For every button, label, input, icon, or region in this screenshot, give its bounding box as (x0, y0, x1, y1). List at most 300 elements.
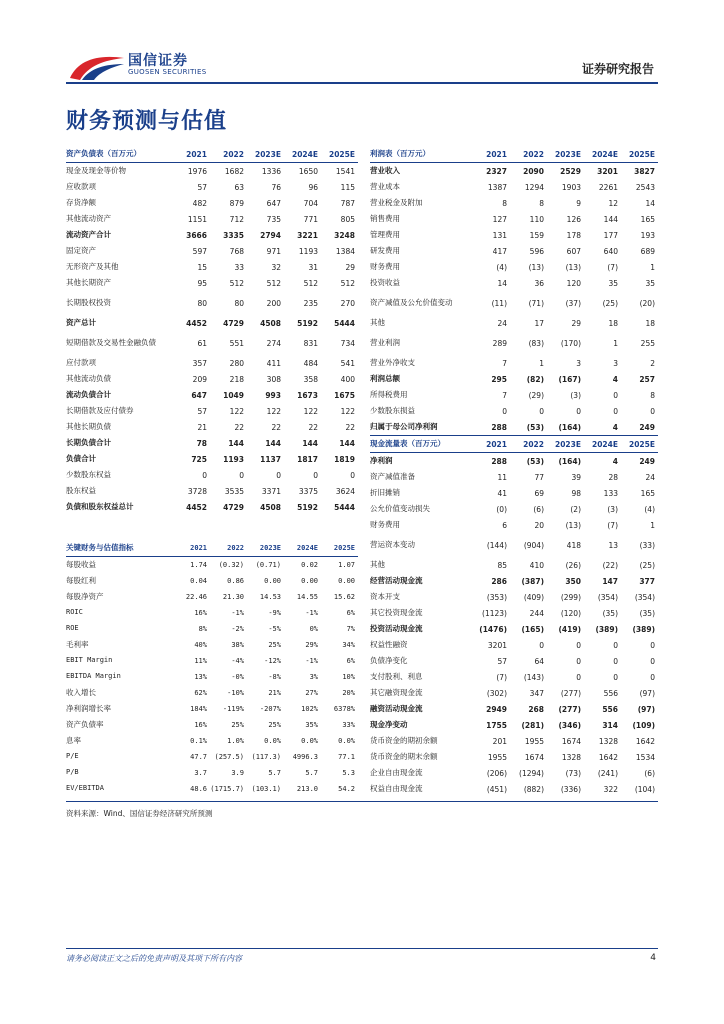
row-value: 6378% (333, 705, 355, 713)
row-value: 347 (529, 688, 544, 698)
row-value: 1 (650, 520, 655, 530)
row-value: 3827 (634, 166, 655, 176)
row-value: 22 (345, 422, 355, 432)
income-statement-table (370, 146, 658, 797)
table-row (370, 717, 658, 733)
row-value: 22 (308, 422, 318, 432)
row-value: 38% (231, 641, 244, 649)
row-value: 1976 (187, 166, 207, 176)
page-number: 4 (650, 953, 656, 963)
year-header: 2023E (259, 544, 281, 552)
year-header: 2022 (227, 544, 244, 552)
table-row (370, 291, 658, 315)
row-value: 11% (194, 657, 207, 665)
income-statement-rows (370, 163, 658, 435)
table-row (370, 259, 658, 275)
row-value: 831 (303, 338, 318, 348)
row-value: (882) (523, 784, 544, 794)
year-header: 2022 (223, 149, 244, 159)
logo-english-name: GUOSEN SECURITIES (128, 68, 207, 76)
year-header: 2022 (523, 439, 544, 449)
row-value: 80 (197, 298, 207, 308)
row-value: 4508 (260, 318, 281, 328)
row-value: (25) (602, 298, 618, 308)
row-value: 11 (497, 472, 507, 482)
row-value: 805 (340, 214, 355, 224)
row-value: 417 (492, 246, 507, 256)
cash-flow-rows (370, 453, 658, 797)
row-value: (1123) (482, 608, 507, 618)
row-value: 295 (491, 374, 507, 384)
row-value: 144 (603, 214, 618, 224)
row-value: 640 (603, 246, 618, 256)
row-label: P/B (66, 768, 79, 777)
row-label: ROIC (66, 608, 83, 617)
row-value: (165) (521, 624, 544, 634)
row-label: 营运资本变动 (370, 540, 415, 550)
row-value: 314 (602, 720, 618, 730)
row-value: (73) (565, 768, 581, 778)
row-value: (7) (496, 672, 507, 682)
row-label: 货币资金的期初余额 (370, 736, 438, 746)
row-label: 资产减值及公允价值变动 (370, 298, 453, 308)
row-label: 其他长期负债 (66, 422, 111, 432)
row-value: 289 (492, 338, 507, 348)
row-value: (277) (558, 704, 581, 714)
row-value: 184% (190, 705, 207, 713)
row-value: (20) (639, 298, 655, 308)
table-row (66, 483, 358, 499)
table-row (66, 243, 358, 259)
row-label: 长期借款及应付债券 (66, 406, 134, 416)
row-value: 3728 (187, 486, 207, 496)
row-value: 0 (576, 640, 581, 650)
row-value: 165 (640, 214, 655, 224)
row-value: 61 (197, 338, 207, 348)
row-value: (387) (521, 576, 544, 586)
year-header: 2021 (486, 439, 507, 449)
row-value: 29% (305, 641, 318, 649)
row-value: (53) (526, 422, 544, 432)
table-row (370, 701, 658, 717)
row-label: 资产负债率 (66, 720, 104, 730)
row-value: 0 (276, 470, 281, 480)
row-value: 126 (566, 214, 581, 224)
row-value: 3.9 (231, 769, 244, 777)
row-value: (353) (486, 592, 507, 602)
row-value: 255 (640, 338, 655, 348)
row-value: 25% (268, 641, 281, 649)
row-value: 14 (497, 278, 507, 288)
table-row (370, 371, 658, 387)
row-value: (4) (496, 262, 507, 272)
row-value: (419) (558, 624, 581, 634)
report-type-label: 证券研究报告 (581, 62, 654, 76)
row-value: 0 (502, 406, 507, 416)
row-label: 经营活动现金流 (370, 576, 423, 586)
row-value: 77 (534, 472, 544, 482)
row-value: 1 (539, 358, 544, 368)
row-value: (83) (528, 338, 544, 348)
table-row (370, 355, 658, 371)
row-value: 3.7 (194, 769, 207, 777)
row-label: 净利润增长率 (66, 704, 111, 714)
row-label: P/E (66, 752, 79, 761)
row-value: 21 (197, 422, 207, 432)
row-value: (13) (565, 262, 581, 272)
row-value: 21.30 (222, 593, 244, 601)
row-value: 3 (576, 358, 581, 368)
row-value: (170) (560, 338, 581, 348)
row-value: 35 (608, 278, 618, 288)
row-label: 权益自由现金流 (370, 784, 423, 794)
table-row (370, 469, 658, 485)
table-row (370, 419, 658, 435)
row-value: 358 (303, 374, 318, 384)
row-value: 3535 (224, 486, 244, 496)
row-value: (3) (607, 504, 618, 514)
cash-flow-header-row (370, 435, 658, 453)
row-value: 0.00 (301, 577, 318, 585)
table-row (66, 435, 358, 451)
row-value: 0 (613, 672, 618, 682)
row-value: 1294 (524, 182, 544, 192)
income-statement-title: 利润表（百万元） (370, 149, 430, 159)
row-value: 13% (194, 673, 207, 681)
row-value: 410 (529, 560, 544, 570)
table-row (370, 749, 658, 765)
row-label: 投资收益 (370, 278, 400, 288)
row-value: 280 (229, 358, 244, 368)
row-value: (1294) (519, 768, 544, 778)
row-label: EBITDA Margin (66, 672, 121, 681)
row-value: 2529 (560, 166, 581, 176)
row-value: 512 (266, 278, 281, 288)
row-value: 24 (645, 472, 655, 482)
row-value: 0 (650, 672, 655, 682)
row-value: 0 (613, 640, 618, 650)
row-value: (354) (634, 592, 655, 602)
table-row (66, 499, 358, 515)
row-value: (3) (570, 390, 581, 400)
row-value: 647 (191, 390, 207, 400)
table-row (66, 733, 358, 749)
ratios-rows (66, 557, 358, 797)
row-label: 负债合计 (66, 454, 96, 464)
row-value: 29 (571, 318, 581, 328)
row-value: 244 (529, 608, 544, 618)
row-value: 110 (529, 214, 544, 224)
row-value: 2543 (635, 182, 655, 192)
row-value: (25) (639, 560, 655, 570)
row-value: 0.0% (338, 737, 355, 745)
row-label: 长期股权投资 (66, 298, 111, 308)
table-row (66, 331, 358, 355)
row-label: 流动负债合计 (66, 390, 111, 400)
row-value: (451) (486, 784, 507, 794)
row-value: 1049 (223, 390, 244, 400)
row-value: (1715.7) (210, 785, 244, 793)
row-value: (143) (523, 672, 544, 682)
row-value: 2 (650, 358, 655, 368)
row-value: 147 (602, 576, 618, 586)
row-value: 8 (650, 390, 655, 400)
row-value: 4 (612, 456, 618, 466)
row-value: 144 (265, 438, 281, 448)
row-value: -1% (305, 657, 318, 665)
row-value: 1955 (487, 752, 507, 762)
table-row (66, 315, 358, 331)
row-label: 负债净变化 (370, 656, 408, 666)
row-value: 7% (346, 625, 355, 633)
row-value: 25% (231, 721, 244, 729)
row-value: 556 (603, 688, 618, 698)
table-row (370, 163, 658, 179)
table-row (66, 749, 358, 765)
row-value: (109) (632, 720, 655, 730)
row-label: 其他长期资产 (66, 278, 111, 288)
row-value: 1336 (261, 166, 281, 176)
row-label: 其它融资现金流 (370, 688, 423, 698)
row-value: 122 (229, 406, 244, 416)
row-value: 15.62 (333, 593, 355, 601)
row-value: 34% (342, 641, 355, 649)
row-value: -8% (268, 673, 281, 681)
row-value: 96 (308, 182, 318, 192)
row-label: 营业收入 (370, 166, 400, 176)
row-value: 0.00 (264, 577, 281, 585)
row-value: 77.1 (338, 753, 355, 761)
row-value: 122 (266, 406, 281, 416)
row-value: 16% (194, 609, 207, 617)
row-value: 288 (491, 422, 507, 432)
row-value: 993 (265, 390, 281, 400)
row-value: 144 (339, 438, 355, 448)
row-value: (11) (491, 298, 507, 308)
table-row (370, 275, 658, 291)
row-label: 投资活动现金流 (370, 624, 423, 634)
table-row (370, 605, 658, 621)
row-value: (7) (607, 262, 618, 272)
row-value: 95 (197, 278, 207, 288)
row-label: 货币资金的期末余额 (370, 752, 438, 762)
row-value: 33 (234, 262, 244, 272)
row-value: 0 (650, 406, 655, 416)
row-value: 21% (268, 689, 281, 697)
row-value: 596 (529, 246, 544, 256)
row-label: 应付款项 (66, 358, 96, 368)
row-value: 484 (303, 358, 318, 368)
disclaimer-note: 请务必阅读正文之后的免责声明及其项下所有内容 (66, 954, 242, 963)
row-value: (336) (560, 784, 581, 794)
row-label: 每股收益 (66, 560, 96, 570)
row-label: 研发费用 (370, 246, 400, 256)
row-value: 144 (228, 438, 244, 448)
row-value: (35) (639, 608, 655, 618)
table-row (66, 589, 358, 605)
table-row (370, 573, 658, 589)
row-value: -1% (305, 609, 318, 617)
table-row (66, 227, 358, 243)
row-value: 257 (639, 374, 655, 384)
row-value: (346) (558, 720, 581, 730)
year-header: 2023E (555, 149, 581, 159)
row-value: 512 (303, 278, 318, 288)
row-value: 120 (566, 278, 581, 288)
row-value: 76 (271, 182, 281, 192)
page-title: 财务预测与估值 (66, 109, 228, 134)
year-header: 2022 (523, 149, 544, 159)
row-value: (409) (523, 592, 544, 602)
row-label: 营业税金及附加 (370, 198, 423, 208)
row-value: 551 (229, 338, 244, 348)
row-value: 64 (534, 656, 544, 666)
row-value: 418 (566, 540, 581, 550)
balance-sheet-title: 资产负债表（百万元） (66, 149, 141, 159)
row-value: (354) (597, 592, 618, 602)
row-value: 22.46 (185, 593, 207, 601)
row-value: -2% (231, 625, 244, 633)
row-value: 4996.3 (292, 753, 318, 761)
row-value: (164) (558, 422, 581, 432)
table-row (370, 765, 658, 781)
table-row (66, 701, 358, 717)
row-value: 1.07 (338, 561, 355, 569)
table-row (370, 179, 658, 195)
table-row (370, 637, 658, 653)
table-row (66, 467, 358, 483)
row-value: 482 (192, 198, 207, 208)
row-value: 3624 (335, 486, 355, 496)
row-value: 69 (534, 488, 544, 498)
row-value: 5192 (297, 318, 318, 328)
row-label: EV/EBITDA (66, 784, 104, 793)
row-value: (6) (644, 768, 655, 778)
row-value: 3% (309, 673, 318, 681)
row-value: 4452 (186, 502, 207, 512)
row-value: 0.86 (227, 577, 244, 585)
row-value: (206) (486, 768, 507, 778)
row-value: (0.32) (218, 561, 244, 569)
row-value: 771 (303, 214, 318, 224)
row-value: 1384 (335, 246, 355, 256)
table-row (66, 717, 358, 733)
year-header: 2023E (255, 149, 281, 159)
row-value: 0.00 (338, 577, 355, 585)
table-row (66, 179, 358, 195)
row-value: (6) (533, 504, 544, 514)
row-value: (103.1) (251, 785, 281, 793)
row-value: 2261 (598, 182, 618, 192)
row-value: (164) (558, 456, 581, 466)
row-value: 0 (576, 672, 581, 682)
row-value: 3201 (487, 640, 507, 650)
row-value: (389) (595, 624, 618, 634)
row-value: 3375 (298, 486, 318, 496)
table-row (66, 765, 358, 781)
table-row (66, 291, 358, 315)
row-value: 22 (234, 422, 244, 432)
row-value: 5192 (297, 502, 318, 512)
table-row (66, 621, 358, 637)
row-label: 固定资产 (66, 246, 96, 256)
row-value: 512 (229, 278, 244, 288)
row-value: 1137 (260, 454, 281, 464)
row-label: 销售费用 (370, 214, 400, 224)
row-value: 0 (350, 470, 355, 480)
row-value: -0% (231, 673, 244, 681)
row-value: 165 (640, 488, 655, 498)
row-value: 98 (571, 488, 581, 498)
row-label: 每股净资产 (66, 592, 104, 602)
row-value: 80 (234, 298, 244, 308)
row-value: (4) (644, 504, 655, 514)
row-value: (37) (565, 298, 581, 308)
row-value: 1193 (298, 246, 318, 256)
row-value: 122 (303, 406, 318, 416)
row-value: 0 (576, 406, 581, 416)
row-value: 39 (571, 472, 581, 482)
row-value: 1955 (524, 736, 544, 746)
row-value: (117.3) (251, 753, 281, 761)
table-row (66, 605, 358, 621)
row-value: (167) (558, 374, 581, 384)
row-value: (53) (526, 456, 544, 466)
row-value: (71) (528, 298, 544, 308)
row-value: 47.7 (190, 753, 207, 761)
row-value: 879 (229, 198, 244, 208)
row-value: 1642 (598, 752, 618, 762)
row-value: 17 (534, 318, 544, 328)
row-value: 1755 (486, 720, 507, 730)
row-value: (13) (528, 262, 544, 272)
row-value: 16% (194, 721, 207, 729)
row-value: 3 (613, 358, 618, 368)
row-value: (241) (597, 768, 618, 778)
row-label: 息率 (66, 736, 81, 746)
row-label: 其他流动资产 (66, 214, 111, 224)
table-row (370, 621, 658, 637)
row-value: 78 (196, 438, 207, 448)
row-value: 3248 (334, 230, 355, 240)
row-value: 5.7 (268, 769, 281, 777)
row-value: 3221 (297, 230, 318, 240)
row-value: 1650 (298, 166, 318, 176)
year-header: 2024E (296, 544, 318, 552)
row-value: 1.74 (190, 561, 207, 569)
logo-chinese-name: 国信证券 (128, 53, 188, 69)
row-value: 1.0% (227, 737, 244, 745)
table-row (66, 163, 358, 179)
source-note: 资料来源：Wind、国信证券经济研究所预测 (66, 809, 213, 818)
row-value: 971 (266, 246, 281, 256)
row-value: 286 (491, 576, 507, 586)
row-value: -119% (222, 705, 244, 713)
table-row (370, 211, 658, 227)
row-value: 0.02 (301, 561, 318, 569)
row-value: -4% (231, 657, 244, 665)
row-value: 2327 (486, 166, 507, 176)
row-value: 48.6 (190, 785, 207, 793)
row-value: 0 (613, 656, 618, 666)
row-value: 3201 (597, 166, 618, 176)
row-value: 24 (497, 318, 507, 328)
row-label: 公允价值变动损失 (370, 504, 430, 514)
row-value: 5.7 (305, 769, 318, 777)
footer-divider (66, 948, 658, 949)
table-row (66, 211, 358, 227)
table-row (66, 653, 358, 669)
